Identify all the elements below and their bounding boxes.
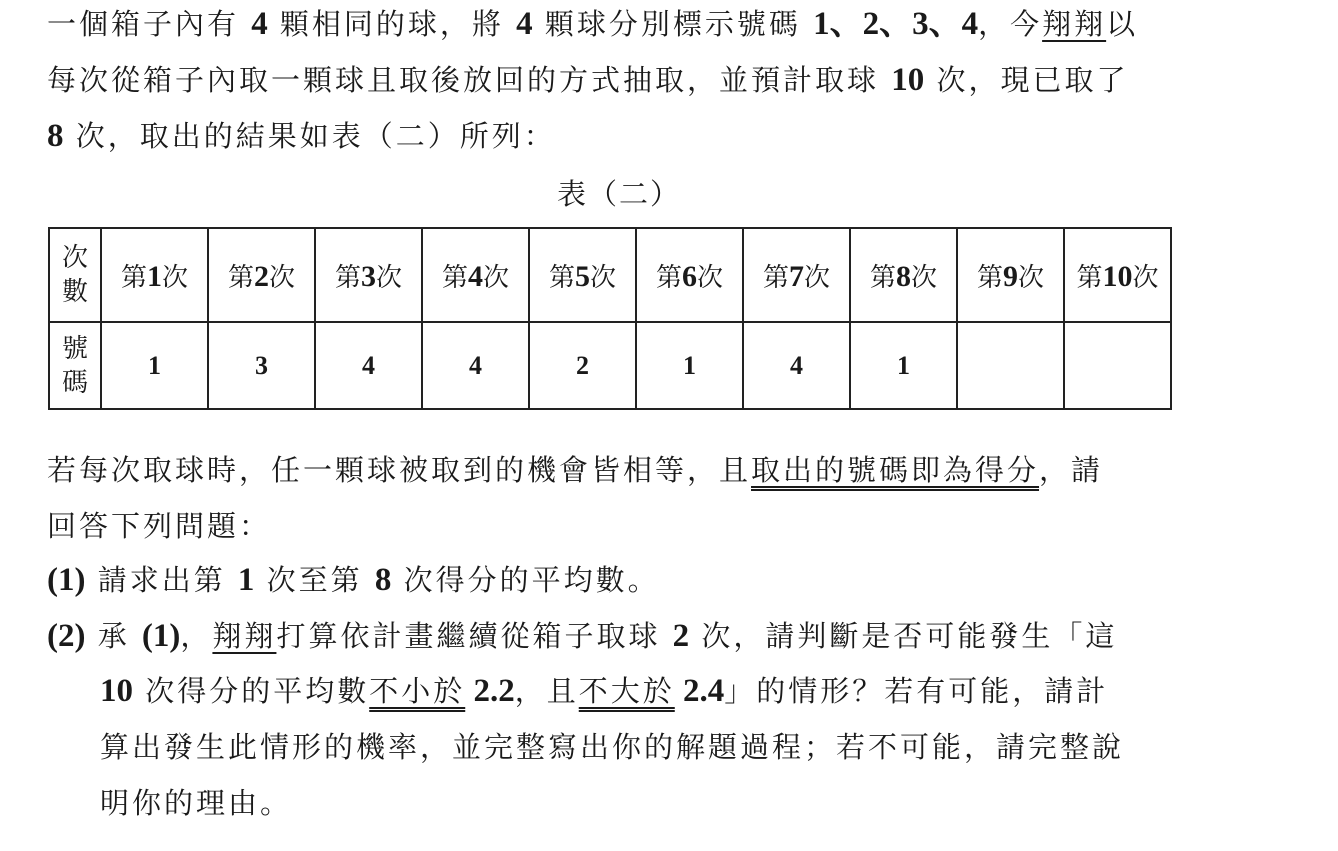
table-row-numbers — [49, 322, 1171, 409]
score-rule-underlined: 取出的號碼即為得分 — [751, 453, 1040, 487]
value-cell-6: 1 — [636, 322, 743, 409]
question-2-line-1: (2) 承 (1)，翔翔打算依計畫繼續從箱子取球 2 次，請判斷是否可能發生「這 — [47, 618, 1118, 654]
col-header-6: 第6次 — [636, 228, 743, 322]
col-header-5: 第5次 — [529, 228, 636, 322]
question-2-line-3: 算出發生此情形的機率，並完整寫出你的解題過程；若不可能，請完整說 — [100, 730, 1125, 764]
value-cell-7: 4 — [743, 322, 850, 409]
col-header-4: 第4次 — [422, 228, 529, 322]
not-greater-than-underlined: 不大於 — [578, 674, 675, 708]
results-table — [48, 227, 1172, 410]
row-header-trials: 次 數 — [49, 228, 101, 322]
value-cell-3: 4 — [315, 322, 422, 409]
col-header-3: 第3次 — [315, 228, 422, 322]
question-1: (1) 請求出第 1 次至第 8 次得分的平均數。 — [47, 562, 660, 598]
col-header-10: 第10次 — [1064, 228, 1171, 322]
question-2-line-4: 明你的理由。 — [100, 786, 293, 820]
col-header-9: 第9次 — [957, 228, 1064, 322]
value-cell-8: 1 — [850, 322, 957, 409]
name-underlined-2: 翔翔 — [212, 619, 277, 653]
value-cell-2: 3 — [208, 322, 315, 409]
intro-line-1: 一個箱子內有 4 顆相同的球，將 4 顆球分別標示號碼 1、2、3、4，今翔翔以 — [47, 6, 1139, 42]
col-header-8: 第8次 — [850, 228, 957, 322]
intro-line-2: 每次從箱子內取一顆球且取後放回的方式抽取，並預計取球 10 次，現已取了 — [47, 62, 1129, 98]
value-cell-10 — [1064, 322, 1171, 409]
condition-line-1: 若每次取球時，任一顆球被取到的機會皆相等，且取出的號碼即為得分，請 — [47, 453, 1104, 487]
col-header-7: 第7次 — [743, 228, 850, 322]
question-1-label: (1) — [47, 562, 86, 598]
table-caption: 表（二） — [556, 177, 681, 211]
name-underlined: 翔翔 — [1042, 7, 1107, 41]
value-cell-1: 1 — [101, 322, 208, 409]
table-row-trials — [49, 228, 1171, 322]
col-header-1: 第1次 — [101, 228, 208, 322]
question-2-label: (2) — [47, 618, 86, 654]
value-cell-5: 2 — [529, 322, 636, 409]
condition-line-2: 回答下列問題： — [47, 509, 272, 543]
question-2-line-2: 10 次得分的平均數不小於 2.2，且不大於 2.4」的情形？若有可能，請計 — [100, 673, 1109, 709]
not-less-than-underlined: 不小於 — [369, 674, 466, 708]
value-cell-4: 4 — [422, 322, 529, 409]
row-header-numbers: 號 碼 — [49, 322, 101, 409]
intro-line-3: 8 次，取出的結果如表（二）所列： — [47, 118, 556, 154]
value-cell-9 — [957, 322, 1064, 409]
col-header-2: 第2次 — [208, 228, 315, 322]
